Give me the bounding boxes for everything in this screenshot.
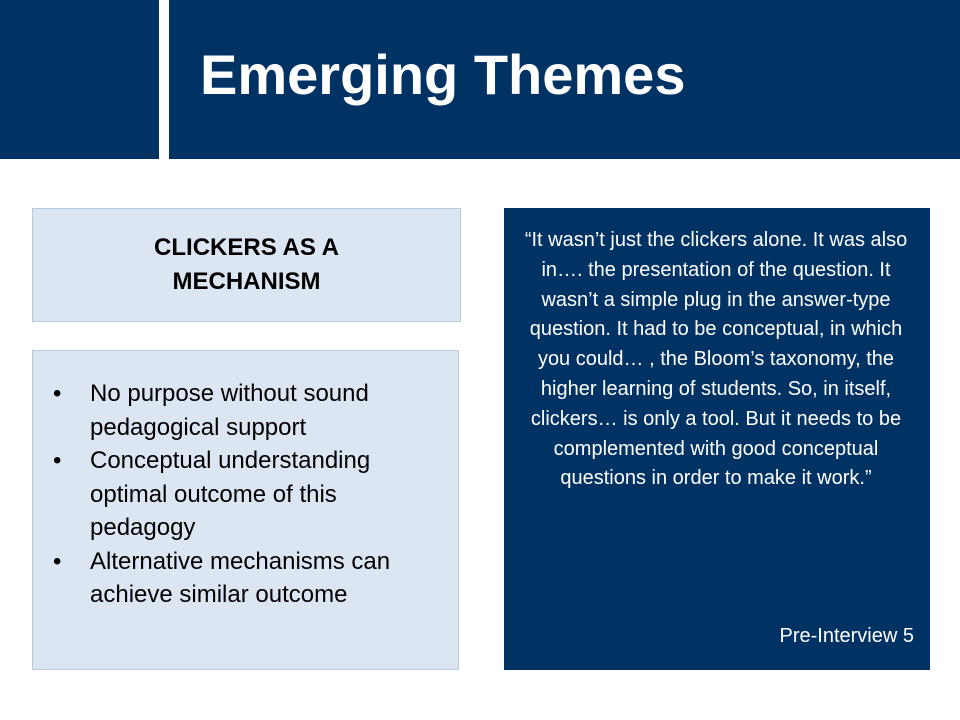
bullet-icon: • (53, 447, 62, 474)
theme-heading: CLICKERS AS A MECHANISM (154, 234, 339, 295)
quote-source: Pre-Interview 5 (779, 625, 914, 647)
bullet-icon: • (53, 380, 62, 407)
list-item-text: No purpose without sound pedagogical support (90, 380, 369, 441)
page-title: Emerging Themes (200, 43, 686, 106)
key-points-list (33, 351, 458, 612)
quote-text: “It wasn’t just the clickers alone. It was also in…. the presentation of the question. It wasn’t a simple plug in the answer-type question. It had to be conceptual, in which you could… , the Bloom’s taxonomy, the higher learning of students. So, in itself, clickers… is only a tool. But it needs to be complemented with good conceptual questions in order to make it work.” (524, 229, 908, 490)
list-item (51, 545, 438, 612)
key-points-box (32, 350, 459, 670)
list-item-text: Alternative mechanisms can achieve similar outcome (90, 547, 391, 608)
quote-box (504, 208, 930, 670)
list-item (51, 377, 438, 444)
list-item-text: Conceptual understanding optimal outcome of this pedagogy (90, 447, 371, 541)
bullet-icon: • (53, 547, 62, 575)
header-accent-block (0, 0, 159, 159)
theme-heading-box (32, 208, 461, 322)
list-item (51, 444, 438, 545)
